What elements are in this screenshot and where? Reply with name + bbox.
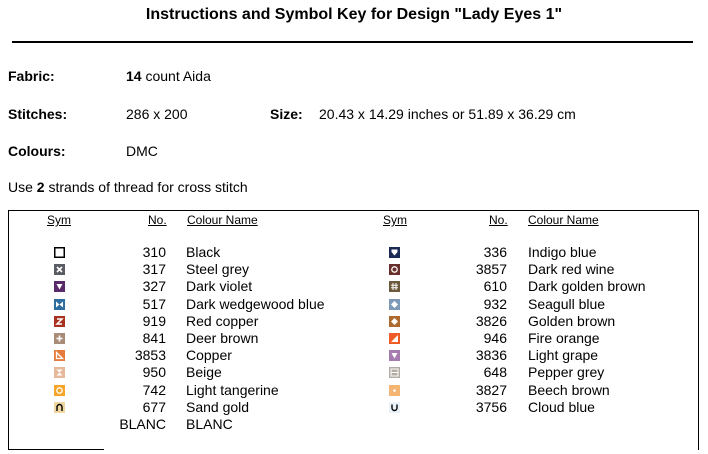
colour-name: Sand gold xyxy=(186,398,250,415)
dmc-number: 3827 xyxy=(475,381,507,398)
dmc-number: 317 xyxy=(142,261,166,278)
key-row xyxy=(9,244,698,261)
colour-name: Light tangerine xyxy=(186,381,279,398)
dmc-number: 3857 xyxy=(475,261,507,278)
dmc-number: 3826 xyxy=(475,312,507,329)
dmc-number: 950 xyxy=(142,364,166,381)
key-row xyxy=(9,261,698,278)
colour-name: Steel grey xyxy=(186,261,250,278)
strands-prefix: Use xyxy=(8,179,33,195)
diamond-square-icon xyxy=(389,316,400,327)
dmc-number: 677 xyxy=(142,398,166,415)
dmc-number: 841 xyxy=(142,330,166,346)
key-row xyxy=(9,278,698,295)
key-row xyxy=(9,347,698,364)
bars-square-icon xyxy=(389,367,400,378)
fabric-type: count Aida xyxy=(145,68,211,84)
dmc-number: 610 xyxy=(483,278,507,295)
symbol-key-table xyxy=(8,210,699,450)
dmc-number: 946 xyxy=(483,330,507,346)
key-row xyxy=(9,399,698,416)
fabric-count: 14 xyxy=(126,68,142,84)
colour-name: Fire orange xyxy=(528,330,600,346)
diamond-square-icon xyxy=(389,299,400,310)
colour-name: Dark violet xyxy=(186,278,253,295)
shield-square-icon xyxy=(389,247,400,258)
strands-instruction xyxy=(8,179,248,195)
colours-label: Colours: xyxy=(8,143,66,159)
colour-name: Golden brown xyxy=(528,312,616,329)
colour-name: Copper xyxy=(186,347,232,364)
strands-count: 2 xyxy=(36,179,45,195)
dmc-number: 932 xyxy=(483,295,507,312)
header-no-left: No. xyxy=(148,213,167,227)
key-row xyxy=(9,416,698,433)
dmc-number: 310 xyxy=(142,244,166,260)
dmc-number: 919 xyxy=(142,312,166,329)
fabric-value xyxy=(126,68,211,84)
dmc-number: 3836 xyxy=(475,347,507,364)
key-row xyxy=(9,313,698,330)
dmc-number: 3756 xyxy=(475,398,507,415)
dmc-number: 336 xyxy=(483,244,507,260)
dmc-number: 742 xyxy=(142,381,166,398)
colour-name: Seagull blue xyxy=(528,295,606,312)
triangle-down-square-icon xyxy=(389,350,400,361)
colour-name: Deer brown xyxy=(186,330,259,346)
header-name-left: Colour Name xyxy=(187,213,258,227)
blank-icon xyxy=(54,419,65,430)
header-no-right: No. xyxy=(489,213,508,227)
key-row xyxy=(9,330,698,347)
u-icon xyxy=(389,402,400,413)
strands-suffix: strands of thread for cross stitch xyxy=(48,179,248,195)
colour-name: Pepper grey xyxy=(528,364,605,381)
dot-square-icon xyxy=(389,385,400,396)
stitches-label: Stitches: xyxy=(8,106,68,122)
title-underline xyxy=(12,41,693,43)
page-title: Instructions and Symbol Key for Design "Lady Eyes 1" xyxy=(145,6,563,23)
dmc-number: 3853 xyxy=(134,347,166,364)
dmc-number: 517 xyxy=(142,295,166,312)
colour-name: Black xyxy=(186,244,221,260)
colour-name: Dark red wine xyxy=(528,261,615,278)
size-label: Size: xyxy=(270,106,303,122)
header-sym-left: Sym xyxy=(47,213,71,227)
colour-name: Dark wedgewood blue xyxy=(186,295,325,312)
header-name-right: Colour Name xyxy=(528,213,599,227)
colour-name: Indigo blue xyxy=(528,244,597,260)
size-value: 20.43 x 14.29 inches or 51.89 x 36.29 cm xyxy=(319,106,576,122)
corner-triangle-square-icon xyxy=(389,333,400,344)
dmc-number: 648 xyxy=(483,364,507,381)
key-row xyxy=(9,382,698,399)
colour-name: Light grape xyxy=(528,347,599,364)
table-bottom-rule xyxy=(8,449,104,450)
colour-name: Dark golden brown xyxy=(528,278,646,295)
stitches-value: 286 x 200 xyxy=(126,106,188,122)
colour-name: Cloud blue xyxy=(528,398,595,415)
key-row xyxy=(9,296,698,313)
key-row xyxy=(9,364,698,381)
colours-value: DMC xyxy=(126,143,158,159)
fabric-label: Fabric: xyxy=(8,68,55,84)
circle-square-icon xyxy=(389,264,400,275)
colour-name: Red copper xyxy=(186,312,259,329)
dmc-number: BLANC xyxy=(119,416,166,432)
colour-name: BLANC xyxy=(186,416,233,432)
colour-name: Beech brown xyxy=(528,381,610,398)
dmc-number: 327 xyxy=(142,278,166,295)
colour-name: Beige xyxy=(186,364,222,381)
hash-square-icon xyxy=(389,281,400,292)
header-sym-right: Sym xyxy=(383,213,407,227)
